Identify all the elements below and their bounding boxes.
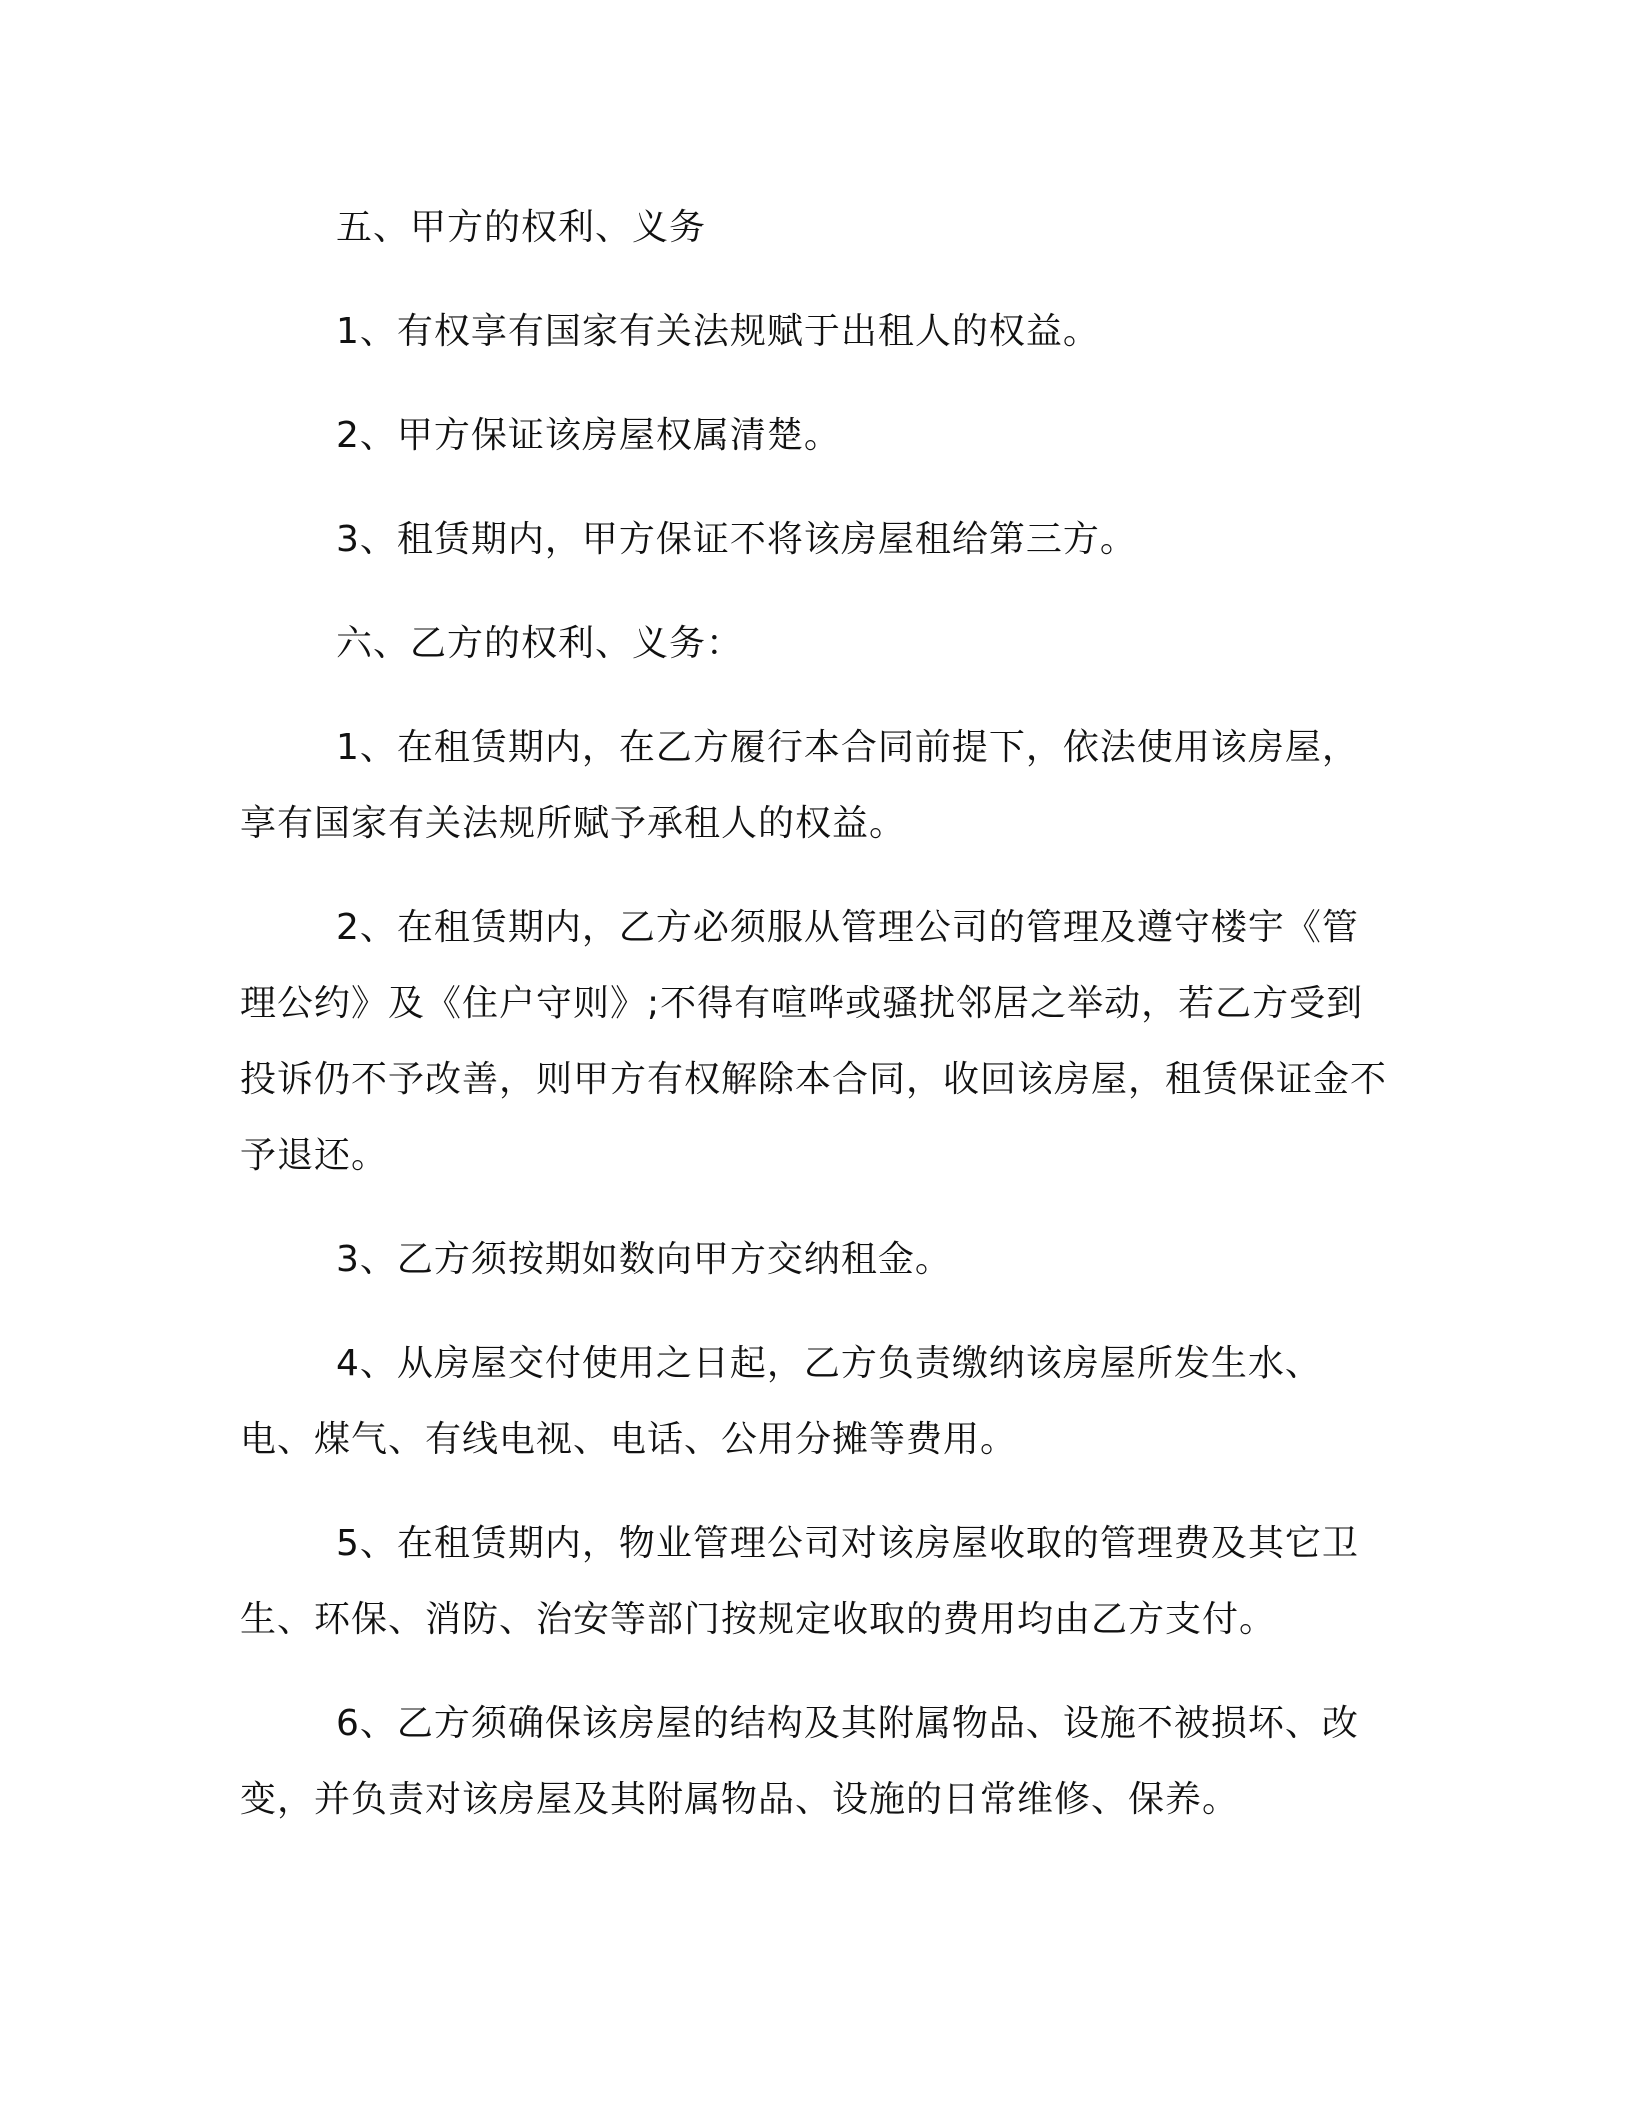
paragraph: 1、在租赁期内，在乙方履行本合同前提下，依法使用该房屋，享有国家有关法规所赋予承租人的权益。 bbox=[240, 727, 1359, 844]
paragraph: 3、租赁期内，甲方保证不将该房屋租给第三方。 bbox=[336, 519, 1137, 560]
paragraph: 2、甲方保证该房屋权属清楚。 bbox=[336, 415, 841, 456]
paragraph: 2、在租赁期内，乙方必须服从管理公司的管理及遵守楼宇《管理公约》及《住户守则》;不得有喧哗或骚扰邻居之举动，若乙方受到投诉仍不予改善，则甲方有权解除本合同，收回该房屋，租赁保证金不予退还。 bbox=[240, 907, 1388, 1176]
paragraph: 3、乙方须按期如数向甲方交纳租金。 bbox=[336, 1239, 952, 1280]
paragraph: 5、在租赁期内，物业管理公司对该房屋收取的管理费及其它卫生、环保、消防、治安等部门按规定收取的费用均由乙方支付。 bbox=[240, 1523, 1359, 1640]
section-heading-party-b: 六、乙方的权利、义务： bbox=[336, 623, 744, 664]
paragraph: 4、从房屋交付使用之日起，乙方负责缴纳该房屋所发生水、电、煤气、有线电视、电话、公用分摊等费用。 bbox=[240, 1343, 1322, 1460]
document-body bbox=[240, 190, 1392, 1866]
section-heading-party-a: 五、甲方的权利、义务 bbox=[336, 207, 707, 248]
paragraph: 1、有权享有国家有关法规赋于出租人的权益。 bbox=[336, 311, 1100, 352]
paragraph: 6、乙方须确保该房屋的结构及其附属物品、设施不被损坏、改变，并负责对该房屋及其附属物品、设施的日常维修、保养。 bbox=[240, 1703, 1359, 1820]
